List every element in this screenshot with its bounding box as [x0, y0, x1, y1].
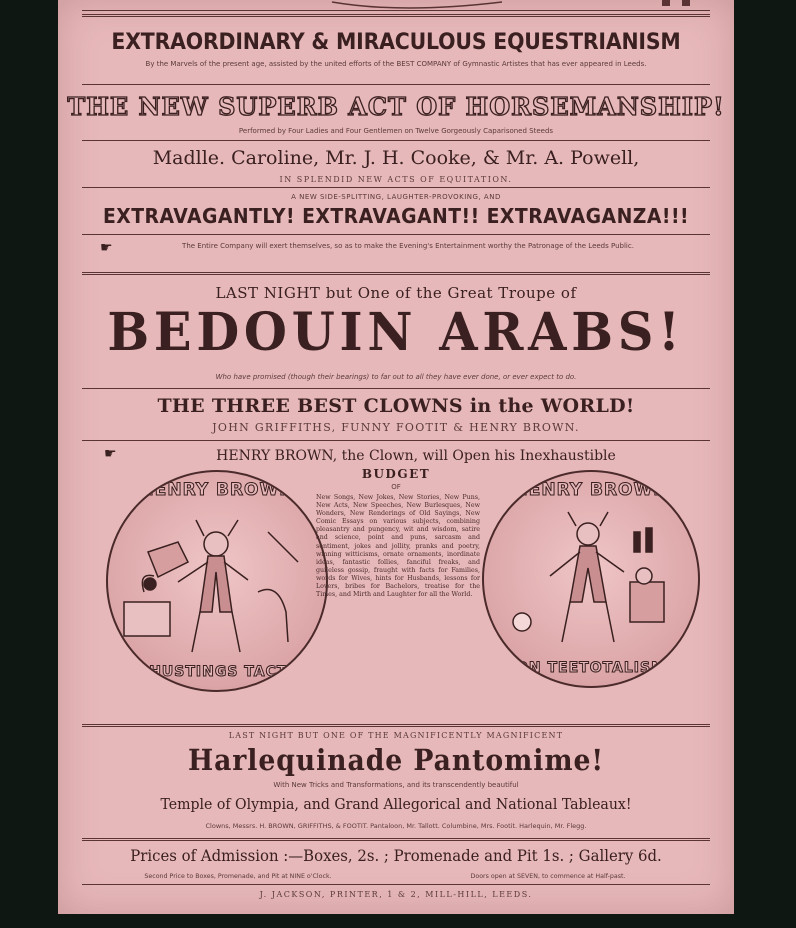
prices-line: Prices of Admission :—Boxes, 2s. ; Promenade and Pit 1s. ; Gallery 6d.	[130, 846, 662, 865]
clowns-names: JOHN GRIFFITHS, FUNNY FOOTIT & HENRY BROWN.	[212, 421, 580, 434]
medallion-teetotalism	[482, 470, 700, 688]
performers-line: Madlle. Caroline, Mr. J. H. Cooke, & Mr. A. Powell,	[152, 147, 640, 169]
ornament-flourish-icon	[82, 0, 710, 10]
headline-equestrianism: EXTRAORDINARY & MIRACULOUS EQUESTRIANISM	[111, 30, 681, 55]
pointing-hand-icon: ☛	[100, 240, 113, 256]
harlequinade-headline: Harlequinade Pantomime!	[187, 743, 605, 777]
medallion-left-title: HENRY BROWN	[139, 480, 295, 500]
budget-title: BUDGET	[361, 467, 431, 481]
henry-brown-line: HENRY BROWN, the Clown, will Open his Inexhaustible	[216, 448, 616, 464]
prices-sub-right: Doors open at SEVEN, to commence at Half-past.	[470, 873, 626, 880]
cast-line: Clowns, Messrs. H. BROWN, GRIFFITHS, & FOOTIT. Pantaloon, Mr. Tallott. Columbine, Mrs. Footit. Harlequin, Mr. Flegg.	[205, 822, 587, 830]
headline-horsemanship: THE NEW SUPERB ACT OF HORSEMANSHIP!	[67, 92, 725, 121]
bedouin-arabs-headline: BEDOUIN ARABS!	[107, 302, 685, 363]
medallion-left-caption: ON HUSTINGS TACTICS	[117, 664, 317, 680]
printer-line: J. JACKSON, PRINTER, 1 & 2, MILL-HILL, LEEDS.	[259, 890, 533, 899]
prices-sub-left: Second Price to Boxes, Promenade, and Pit at NINE o'Clock.	[144, 873, 332, 880]
budget-of: OF	[391, 483, 401, 491]
last-night-intro: LAST NIGHT but One of the Great Troupe of	[215, 284, 577, 302]
headline-equestrianism-sub: By the Marvels of the present age, assisted by the united efforts of the BEST COMPANY of Gymnastic Artistes that has ever appeared in Leeds.	[145, 60, 647, 68]
performers-sub: IN SPLENDID NEW ACTS OF EQUITATION.	[279, 175, 513, 184]
jester-figure-illustration	[484, 472, 698, 686]
temple-line: Temple of Olympia, and Grand Allegorical and National Tableaux!	[160, 795, 632, 813]
medallion-right-title: HENRY BROWN	[513, 480, 669, 500]
medallion-right-caption: ON TEETOTALISM	[515, 660, 667, 676]
playbill-poster	[58, 0, 734, 914]
harlequinade-intro: LAST NIGHT BUT ONE OF THE MAGNIFICENTLY MAGNIFICENT	[228, 731, 564, 740]
pointing-hand-icon: ☛	[104, 446, 117, 462]
extravaganza-headline: EXTRAVAGANTLY! EXTRAVAGANT!! EXTRAVAGANZA!!!	[102, 204, 690, 228]
budget-description: New Songs, New Jokes, New Stories, New Puns, New Acts, New Speeches, New Burlesques, New Wonders, New Renderings of Old Sayings, New Comic Essays on various subjects, combining pleasantry and pungency, wit and wisdom, satire and science, point and puns, sarcasm and sentiment, jokes and jollity, pranks and poetry, winning witticisms, ornate ornaments, inordinate ideas, fantastic follies, fanciful freaks, and guileless gossip, fraught with facts for Families, words for Wives, hints for Husbands, lessons for Lovers, bribes for Bachelors, treatise for the Times, and Mirth and Laughter for all the World.	[316, 494, 480, 599]
headline-horsemanship-sub: Performed by Four Ladies and Four Gentlemen on Twelve Gorgeously Caparisoned Steeds	[238, 127, 554, 135]
clowns-title: THE THREE BEST CLOWNS in the WORLD!	[157, 395, 635, 417]
company-note: The Entire Company will exert themselves, so as to make the Evening's Entertainment worthy the Patronage of the Leeds Public.	[182, 242, 634, 250]
harlequinade-sub: With New Tricks and Transformations, and its transcendently beautiful	[273, 781, 519, 789]
medallion-hustings	[106, 470, 328, 692]
clown-figure-illustration	[108, 472, 326, 690]
bedouin-sub: Who have promised (though their bearings) to far out to all they have ever done, or ever expect to do.	[215, 373, 577, 381]
top-ornament	[82, 0, 710, 11]
extravaganza-intro: A NEW SIDE-SPLITTING, LAUGHTER-PROVOKING, AND	[291, 193, 501, 201]
